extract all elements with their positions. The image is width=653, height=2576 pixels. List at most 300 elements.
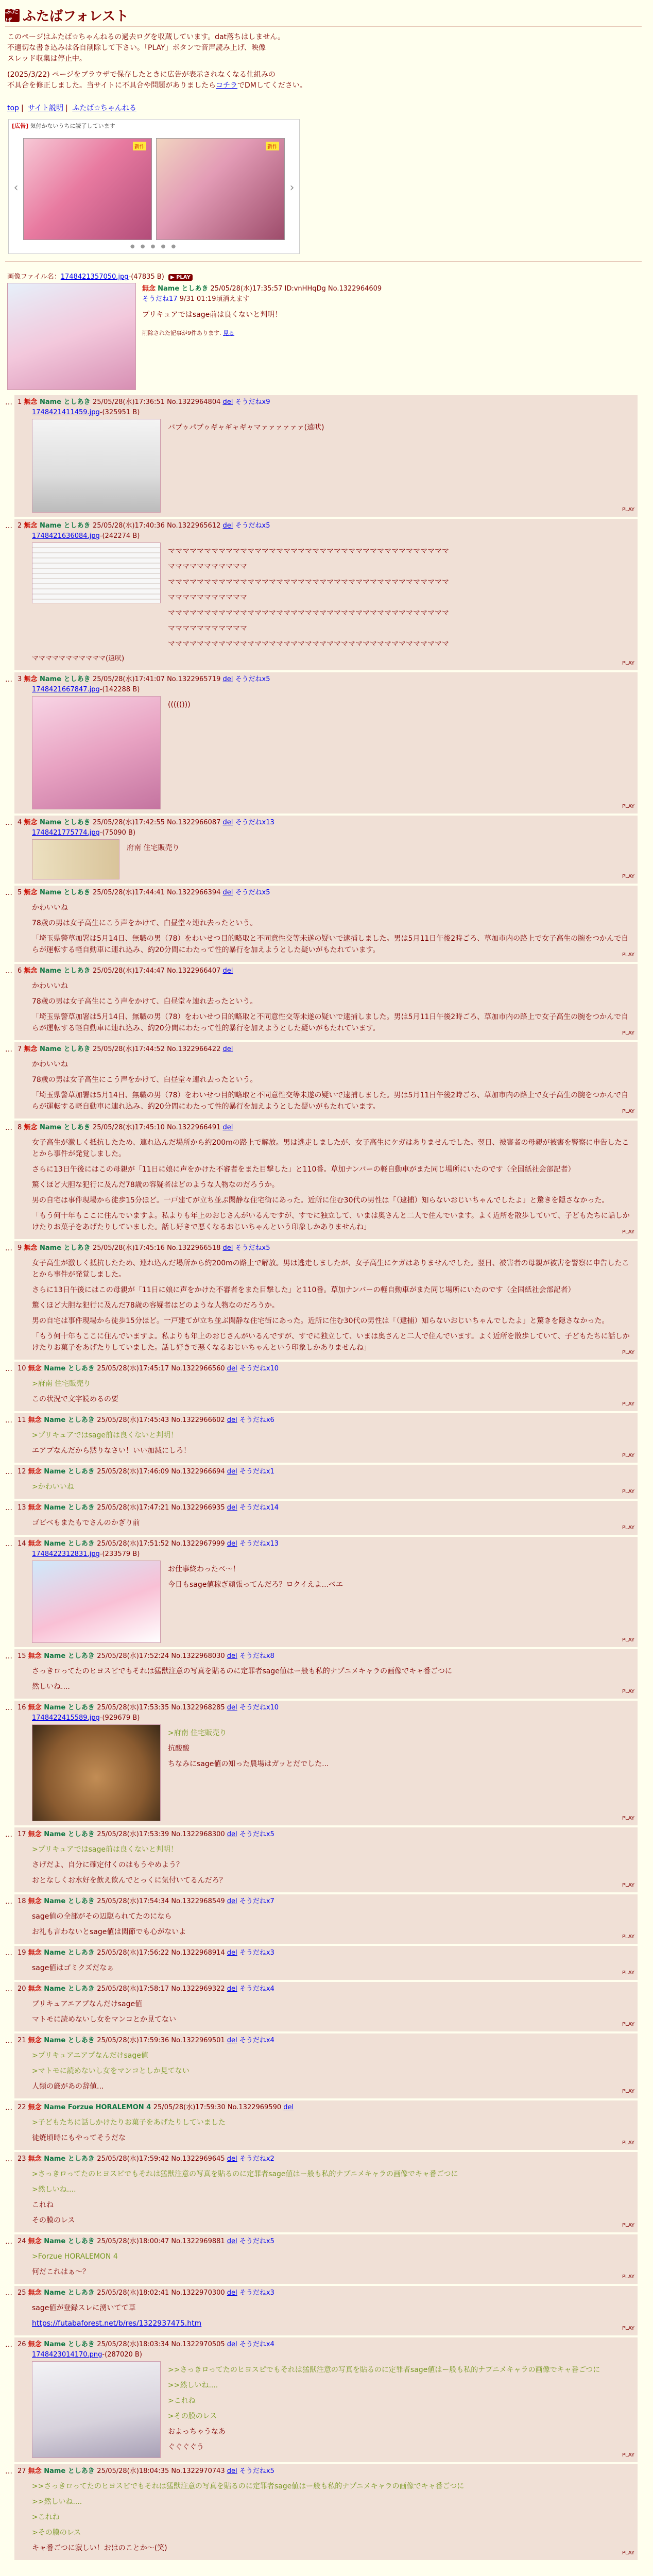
sodane-button[interactable]: そうだねx1 (239, 1468, 274, 1476)
reply-content (18, 1994, 633, 2029)
reply-date: 25/05/28(水)17:42:55 (93, 819, 167, 826)
show-deleted-link[interactable]: 見る (223, 330, 234, 336)
reply-date: 25/05/28(水)17:44:41 (93, 889, 167, 896)
quote-text: >さっきロってたのヒヨスピでもそれは猛獣注意の写真を貼るのに定罪者sage値はー般も私的ナプニメキャラの画像でキャ番ごつに (32, 2170, 458, 2178)
reply-marker: … (5, 1244, 12, 1252)
play-button[interactable]: PLAY (622, 660, 634, 666)
reply-content (18, 1907, 633, 1942)
del-link[interactable]: del (227, 1704, 237, 1711)
reply-body (18, 1994, 176, 2029)
reply-meta (18, 2288, 633, 2298)
reply-content (18, 838, 633, 882)
reply-file-link[interactable]: 1748422415589.jpg (32, 1714, 100, 1722)
reply-user: としあき (63, 398, 93, 406)
reply-post (14, 1362, 638, 1411)
reply-text: 徒焼頃時にもやってそうだな (32, 2134, 126, 2142)
del-link[interactable]: del (227, 2467, 237, 2475)
play-button[interactable]: ▶ PLAY (168, 274, 193, 281)
reply-body (18, 2298, 201, 2333)
reply-number: 16 (18, 1704, 28, 1711)
reply-text: 女子高生が激しく抵抗したため、連れ込んだ場所から約200mの路上で解放。男は逃走しましたが、女子高生にケガはありませんでした。翌日、被害者の母親が被害を警察に申告したことから事件が発覚しました。 (32, 1139, 629, 1158)
reply-text: お仕事終わったべ〜！ (168, 1565, 240, 1573)
reply-user: としあき (67, 2037, 97, 2044)
reply-file-link[interactable]: 1748421775774.jpg (32, 829, 100, 837)
reply-file-size: -(929679 B) (99, 1714, 140, 1722)
del-link[interactable]: del (227, 1504, 237, 1512)
reply-no: No.1322966518 (167, 1244, 223, 1252)
quote-text: >プリキュアエアプなんだけsage値 (32, 2052, 148, 2060)
reply-marker: … (5, 675, 12, 684)
reply-row (5, 1501, 642, 1535)
reply-file-link[interactable]: 1748421411459.jpg (32, 409, 100, 416)
reply-text: キャ番ごつに寂しい！おはのことか〜(笑) (32, 2544, 167, 2552)
play-button[interactable]: PLAY (622, 1030, 634, 1036)
reply-number: 9 (18, 1244, 24, 1252)
reply-content (18, 2164, 633, 2230)
reply-text: 抗酸酸 (168, 1744, 190, 1753)
reply-user: Forzue HORALEMON 4 (67, 2104, 153, 2111)
reply-name: Name (39, 1124, 64, 1131)
del-link[interactable]: del (227, 1416, 237, 1424)
reply-subject: 無念 (24, 819, 40, 826)
reply-row (5, 2286, 642, 2335)
quote-text: >プリキュアではsage前は良くないと判明！ (32, 1845, 178, 1854)
reply-content (18, 1662, 633, 1697)
play-button[interactable]: PLAY (622, 1453, 634, 1459)
del-link[interactable]: del (222, 1045, 233, 1053)
reply-no: No.1322969590 (227, 2104, 284, 2111)
del-link[interactable]: del (222, 398, 233, 406)
reply-date: 25/05/28(水)18:00:47 (97, 2238, 171, 2245)
del-link[interactable]: del (222, 1244, 233, 1252)
reply-number: 2 (18, 522, 24, 530)
reply-meta (18, 1123, 633, 1133)
reply-name: Name (39, 889, 64, 896)
del-link[interactable]: del (227, 1365, 237, 1372)
reply-row (5, 1946, 642, 1980)
reply-text: 78歳の男は女子高生にこう声をかけて、白昼堂々連れ去ったという。 (32, 997, 257, 1006)
reply-body (168, 541, 449, 654)
del-link[interactable]: del (227, 1540, 237, 1548)
reply-subject: 無念 (24, 889, 40, 896)
reply-row (5, 672, 642, 814)
del-link[interactable]: del (227, 1652, 237, 1660)
op-thumbnail[interactable] (7, 283, 136, 390)
sodane-button[interactable]: そうだねx5 (235, 675, 270, 683)
reply-name: Name (39, 675, 64, 683)
reply-row (5, 1121, 642, 1239)
reply-no: No.1322966087 (167, 819, 223, 826)
reply-no: No.1322966422 (167, 1045, 223, 1053)
play-button[interactable]: PLAY (622, 1525, 634, 1531)
op-post (7, 283, 642, 390)
sodane-button[interactable]: そうだねx14 (239, 1504, 279, 1512)
reply-row (5, 2464, 642, 2560)
reply-user: としあき (67, 2467, 97, 2475)
reply-date: 25/05/28(水)17:56:22 (97, 1949, 171, 1957)
reply-row (5, 2033, 642, 2098)
reply-name: Name (44, 1704, 68, 1711)
sodane-button[interactable]: そうだねx13 (239, 1540, 279, 1548)
reply-text: 今日もsage値稼ぎ頑張ってんだろ？ロクイえよ...ベエ (168, 1581, 343, 1589)
reply-post (14, 2234, 638, 2284)
play-button[interactable]: PLAY (622, 2089, 634, 2094)
reply-file-link[interactable]: 1748421636084.jpg (32, 532, 100, 540)
sodane-button[interactable]: そうだねx5 (235, 1244, 270, 1252)
reply-user: としあき (67, 1540, 97, 1548)
reply-subject: 無念 (28, 2238, 44, 2245)
reply-body (18, 1662, 452, 1697)
reply-no: No.1322966694 (171, 1468, 227, 1476)
del-link[interactable]: del (222, 819, 233, 826)
reply-user: としあき (67, 1416, 97, 1424)
del-link[interactable]: del (222, 1124, 233, 1131)
reply-text: さらに13日午後にはこの母親が「11日に娘に声をかけた不審者をまた目撃した」と110番。草加ナンバーの軽自動車がまた同じ場所にいたのです（全国紙社会部記者） (32, 1286, 575, 1294)
reply-user: としあき (63, 1045, 93, 1053)
reply-row (5, 2152, 642, 2232)
reply-text: 男の自宅は事件現場から徒歩15分ほど。一戸建てが立ち並ぶ閑静な住宅街にあった。近所に住む30代の男性は「（逮捕）知らないおじいちゃんでしたよ」と驚きを隠さなかった。 (32, 1196, 609, 1205)
del-link[interactable]: del (227, 1897, 237, 1905)
reply-row (5, 1465, 642, 1499)
reply-text: sage値の全部がその辺駆られてたのになら (32, 1912, 172, 1921)
del-link[interactable]: del (222, 967, 233, 975)
reply-file-info (32, 685, 633, 695)
reply-meta (18, 2036, 633, 2046)
reply-file-link[interactable]: 1748422312831.jpg (32, 1550, 100, 1558)
reply-thumbnail[interactable] (32, 696, 161, 809)
sodane-button[interactable]: そうだねx5 (239, 1831, 274, 1838)
reply-number: 19 (18, 1949, 28, 1957)
sodane-button[interactable]: そうだねx9 (235, 398, 270, 406)
reply-thumbnail[interactable] (32, 1561, 161, 1643)
play-button[interactable]: PLAY (622, 507, 634, 513)
futaba-logo-icon[interactable]: ふたば (5, 7, 19, 25)
notice-line-1: このページはふたば☆ちゃんねるの過去ログを収蔵しています。dat落ちはしません。 (7, 33, 285, 41)
reply-content (18, 2046, 633, 2096)
play-button[interactable]: PLAY (622, 1883, 634, 1888)
del-link[interactable]: del (222, 675, 233, 683)
reply-text: 「埼玉県警草加署は5月14日、無職の男（78）をわいせつ目的略取と不同意性交等未遂の疑いで逮捕しました。男は5月11日午後2時ごろ、草加市内の路上で女子高生の腕をつかんで自らが運転する軽自動車に連れ込み、約20分間にわたって性的暴行を加えようとした疑いがもたれています。 (32, 1013, 629, 1032)
reply-date: 25/05/28(水)17:53:35 (97, 1704, 171, 1711)
sodane-button[interactable]: そうだねx13 (235, 819, 274, 826)
play-button[interactable]: PLAY (622, 952, 634, 958)
reply-file-info (32, 531, 633, 541)
reply-text: 府南 住宅販売り (127, 844, 180, 852)
nav-futaba-link[interactable]: ふたば☆ちゃんねる (72, 104, 136, 112)
reply-body (168, 1723, 329, 1823)
reply-meta (18, 1703, 633, 1713)
quote-text: >Forzue HORALEMON 4 (32, 2252, 118, 2261)
reply-user: としあき (63, 819, 93, 826)
reply-post (14, 1982, 638, 2031)
ad-image[interactable]: 新作 (23, 138, 152, 240)
reply-body (168, 418, 324, 515)
reply-text: 78歳の男は女子高生にこう声をかけて、白昼堂々連れ去ったという。 (32, 1076, 257, 1084)
reply-number: 25 (18, 2289, 28, 2297)
del-link[interactable]: del (227, 1949, 237, 1957)
play-button[interactable]: PLAY (622, 2274, 634, 2280)
play-button[interactable]: PLAY (622, 1401, 634, 1407)
reply-file-info (32, 408, 633, 418)
reply-text: 女子高生が激しく抵抗したため、連れ込んだ場所から約200mの路上で解放。男は逃走しましたが、女子高生にケガはありませんでした。翌日、被害者の母親が被害を警察に申告したことから事件が発覚しました。 (32, 1259, 629, 1279)
play-button[interactable]: PLAY (622, 1816, 634, 1821)
reply-content (18, 1426, 633, 1461)
reply-user: としあき (63, 1124, 93, 1131)
reply-thumbnail[interactable] (32, 1724, 161, 1821)
sodane-button[interactable]: そうだねx5 (235, 522, 270, 530)
divider (5, 261, 642, 262)
reply-row (5, 1894, 642, 1944)
reply-thumbnail[interactable] (32, 2361, 161, 2458)
reply-subject: 無念 (28, 1949, 44, 1957)
reply-body (18, 2477, 464, 2558)
reply-meta (18, 1829, 633, 1840)
sodane-button[interactable]: そうだね17 (142, 295, 178, 303)
reply-text: この状況で文字読めるの要 (32, 1395, 118, 1403)
sodane-button[interactable]: そうだねx4 (239, 2341, 274, 2348)
sodane-button[interactable]: そうだねx3 (239, 2289, 274, 2297)
reply-body (18, 1477, 74, 1497)
reply-file-info (32, 828, 633, 838)
chevron-right-icon[interactable]: › (289, 181, 295, 194)
sodane-button[interactable]: そうだねx10 (239, 1704, 279, 1711)
reply-content (18, 1477, 633, 1497)
reply-body (18, 1374, 118, 1409)
reply-text: エアプなんだから黙りなさい！いい加減にしろ！ (32, 1447, 191, 1455)
nav-top-link[interactable]: top (7, 104, 19, 112)
notice-line-5: 不具合を修正しました。当サイトに不具合や問題がありましたらコチラでDMしてください。 (7, 81, 307, 90)
del-link[interactable]: del (222, 889, 233, 896)
reply-text: バブゥパブゥギャギャギャマァァァァァァ(遠吠) (168, 423, 324, 432)
reply-row (5, 2100, 642, 2150)
reply-marker: … (5, 1540, 12, 1548)
reply-marker: … (5, 1365, 12, 1373)
sodane-button[interactable]: そうだねx6 (239, 1416, 274, 1424)
del-link[interactable]: del (227, 2155, 237, 2163)
play-button[interactable]: PLAY (622, 1970, 634, 1976)
op-body-text: プリキュアではsage前は良くないと判明！ (142, 311, 282, 319)
play-button[interactable]: PLAY (622, 804, 634, 809)
reply-no: No.1322967999 (171, 1540, 227, 1548)
reply-no: No.1322966407 (167, 967, 223, 975)
reply-subject: 無念 (28, 1365, 44, 1372)
play-button[interactable]: PLAY (622, 2223, 634, 2228)
reply-meta (18, 397, 633, 408)
reply-body (18, 2164, 458, 2230)
sodane-button[interactable]: そうだねx8 (239, 1652, 274, 1660)
notice-line-4: (2025/3/22) ページをブラウザで保存したときに広告が表示されなくなる仕組みの (7, 71, 276, 79)
reply-text: マママママママママママ(遠吠) (32, 655, 125, 663)
del-link[interactable]: del (227, 2037, 237, 2044)
reply-file-link[interactable]: 1748423014170.png (32, 2351, 102, 2359)
reply-no: No.1322969501 (171, 2037, 227, 2044)
del-link[interactable]: del (222, 522, 233, 530)
reply-text: お礼も言わないとsage値は関節でも心がないよ (32, 1928, 186, 1936)
reply-name: Name (44, 1540, 68, 1548)
play-button[interactable]: PLAY (622, 1350, 634, 1355)
reply-row (5, 395, 642, 517)
del-link[interactable]: del (283, 2104, 294, 2111)
reply-name: Name (44, 1416, 68, 1424)
quote-text: >これね (32, 2513, 60, 2521)
quote-text: >その膜のレス (32, 2529, 81, 2537)
reply-list (5, 395, 642, 2560)
deleted-notice: 削除された記事が9件あります. 見る (142, 330, 234, 336)
reply-text: 驚くほど大胆な犯行に及んだ78歳の容疑者はどのような人物なのだろうか。 (32, 1301, 279, 1310)
site-title[interactable]: ふたばフォレスト (23, 9, 129, 24)
reply-marker: … (5, 2037, 12, 2045)
reply-subject: 無念 (28, 2341, 44, 2348)
del-link[interactable]: del (227, 2341, 237, 2348)
op-file-link[interactable]: 1748421357050.jpg (60, 273, 129, 281)
reply-post (14, 1537, 638, 1647)
play-button[interactable]: PLAY (622, 1689, 634, 1694)
reply-subject: 無念 (28, 1985, 44, 1993)
contact-link[interactable]: コチラ (216, 81, 238, 90)
reply-text: 人類の厳があの辞値... (32, 2082, 104, 2091)
reply-name: Name (44, 1949, 68, 1957)
reply-no: No.1322966602 (171, 1416, 227, 1424)
play-button[interactable]: PLAY (622, 2550, 634, 2556)
carousel-dots[interactable]: ● ● ● ● ● (130, 244, 178, 249)
reply-content (18, 1840, 633, 1890)
play-button[interactable]: PLAY (622, 2452, 634, 2458)
play-button[interactable]: PLAY (622, 1109, 634, 1114)
reply-body (168, 2360, 600, 2460)
reply-no: No.1322964804 (167, 398, 223, 406)
reply-date: 25/05/28(水)17:44:47 (93, 967, 167, 975)
reply-row (5, 1362, 642, 1411)
reply-file-link[interactable]: 1748421667847.jpg (32, 686, 100, 693)
reply-text: マママママママママママ (168, 563, 247, 571)
reply-no: No.1322970300 (171, 2289, 227, 2297)
reply-user: としあき (63, 1244, 93, 1252)
reply-subject: 無念 (28, 2289, 44, 2297)
reply-meta (18, 2466, 633, 2477)
reply-body (18, 2046, 190, 2096)
nav-about-link[interactable]: サイト説明 (28, 104, 64, 112)
reply-date: 25/05/28(水)17:45:16 (93, 1244, 167, 1252)
sodane-button[interactable]: そうだねx10 (239, 1365, 279, 1372)
ad-image[interactable]: 新作 (156, 138, 285, 240)
reply-date: 25/05/28(水)18:03:34 (97, 2341, 171, 2348)
reply-no: No.1322966394 (167, 889, 223, 896)
del-link[interactable]: del (227, 1831, 237, 1838)
reply-post (14, 1413, 638, 1463)
reply-body (18, 1426, 191, 1461)
quote-text: >かわいいね (32, 1483, 74, 1491)
reply-name: Name (44, 1468, 68, 1476)
reply-thumbnail[interactable] (32, 419, 161, 513)
del-link[interactable]: del (227, 2238, 237, 2245)
reply-name: Name (39, 967, 64, 975)
sodane-button[interactable]: そうだねx3 (239, 1949, 274, 1957)
reply-thumbnail[interactable] (32, 839, 119, 879)
quote-text: >これね (168, 2397, 196, 2405)
reply-marker: … (5, 1985, 12, 1993)
reply-name: Name (44, 2155, 68, 2163)
reply-file-size: -(325951 B) (99, 409, 140, 416)
reply-text: かわいいね (32, 1060, 68, 1069)
sodane-button[interactable]: そうだねx5 (239, 2238, 274, 2245)
reply-text: 78歳の男は女子高生にこう声をかけて、白昼堂々連れ去ったという。 (32, 919, 257, 927)
reply-marker: … (5, 2104, 12, 2112)
reply-no: No.1322968285 (171, 1704, 227, 1711)
reply-date: 25/05/28(水)17:45:17 (97, 1365, 171, 1372)
reply-number: 6 (18, 967, 24, 975)
reply-body (127, 838, 179, 882)
reply-marker: … (5, 522, 12, 530)
reply-row (5, 964, 642, 1040)
reply-row (5, 1701, 642, 1825)
reply-text: 「もう何十年もここに住んでいますよ。私よりも年上のおじさんがいるんですが、すでに独立して、いまは奥さんと二人で住んでいます。よく近所を散歩していて、子どもたちに話しかけたりお菓子をあげたりしていました。話し好きで悪くなるおじいちゃんという印象しかありませんね」 (32, 1212, 630, 1231)
reply-thumbnail[interactable] (32, 543, 161, 603)
reply-subject: 無念 (24, 1124, 40, 1131)
sodane-button[interactable]: そうだねx5 (239, 2467, 274, 2475)
reply-no: No.1322965719 (167, 675, 223, 683)
play-button[interactable]: PLAY (622, 1637, 634, 1643)
sodane-button[interactable]: そうだねx2 (239, 2155, 274, 2163)
play-button[interactable]: PLAY (622, 1934, 634, 1940)
play-button[interactable]: PLAY (622, 874, 634, 879)
chevron-left-icon[interactable]: ‹ (13, 181, 19, 194)
reply-text: マママママママママママママママママママママママママママママママママママママママ (168, 547, 449, 555)
sodane-button[interactable]: そうだねx5 (235, 889, 270, 896)
sodane-button[interactable]: そうだねx7 (239, 1897, 274, 1905)
reply-subject: 無念 (28, 1468, 44, 1476)
reply-meta (18, 2340, 633, 2350)
reply-number: 10 (18, 1365, 28, 1372)
reply-text: ((((())) (168, 701, 191, 709)
reply-text: およっちゃうなあ (168, 2428, 226, 2436)
reply-date: 25/05/28(水)17:52:24 (97, 1652, 171, 1660)
reply-user: としあき (67, 1468, 97, 1476)
reply-row (5, 1827, 642, 1892)
sodane-button[interactable]: そうだねx4 (239, 1985, 274, 1993)
reply-file-info (32, 2350, 633, 2360)
reply-text: 「埼玉県警草加署は5月14日、無職の男（78）をわいせつ目的略取と不同意性交等未遂の疑いで逮捕しました。男は5月11日午後2時ごろ、草加市内の路上で女子高生の腕をつかんで自らが運転する軽自動車に連れ込み、約20分間にわたって性的暴行を加えようとした疑いがもたれています。 (32, 1091, 629, 1111)
sodane-button[interactable]: そうだねx4 (239, 2037, 274, 2044)
reply-text: sage値はゴミクズだなぁ (32, 1964, 114, 1972)
del-link[interactable]: del (227, 2289, 237, 2297)
reply-body (18, 1253, 633, 1358)
play-button[interactable]: PLAY (622, 1489, 634, 1495)
del-link[interactable]: del (227, 1468, 237, 1476)
reply-content (18, 541, 633, 654)
reply-meta (18, 521, 633, 531)
reply-body (18, 2247, 118, 2282)
reply-subject: 無念 (28, 2467, 44, 2475)
reply-text: かわいいね (32, 904, 68, 912)
play-button[interactable]: PLAY (622, 2022, 634, 2027)
ad-banner[interactable] (8, 119, 300, 254)
reply-user: としあき (67, 2238, 97, 2245)
reply-text: マママママママママママ (168, 624, 247, 633)
reply-text: sage値が登録スレに湧いてて草 (32, 2304, 136, 2312)
play-button[interactable]: PLAY (622, 1229, 634, 1235)
reply-name: Name (44, 1985, 68, 1993)
reply-name: Name (44, 1831, 68, 1838)
del-link[interactable]: del (227, 1985, 237, 1993)
site-notice (7, 32, 642, 91)
play-button[interactable]: PLAY (622, 2140, 634, 2146)
reply-date: 25/05/28(水)17:59:42 (97, 2155, 171, 2163)
reply-name: Name (44, 2037, 68, 2044)
reply-meta (18, 1364, 633, 1374)
reply-name: Name (44, 2104, 68, 2111)
play-button[interactable]: PLAY (622, 2326, 634, 2331)
thread-link[interactable]: https://futabaforest.net/b/res/1322937475.htm (32, 2319, 202, 2328)
